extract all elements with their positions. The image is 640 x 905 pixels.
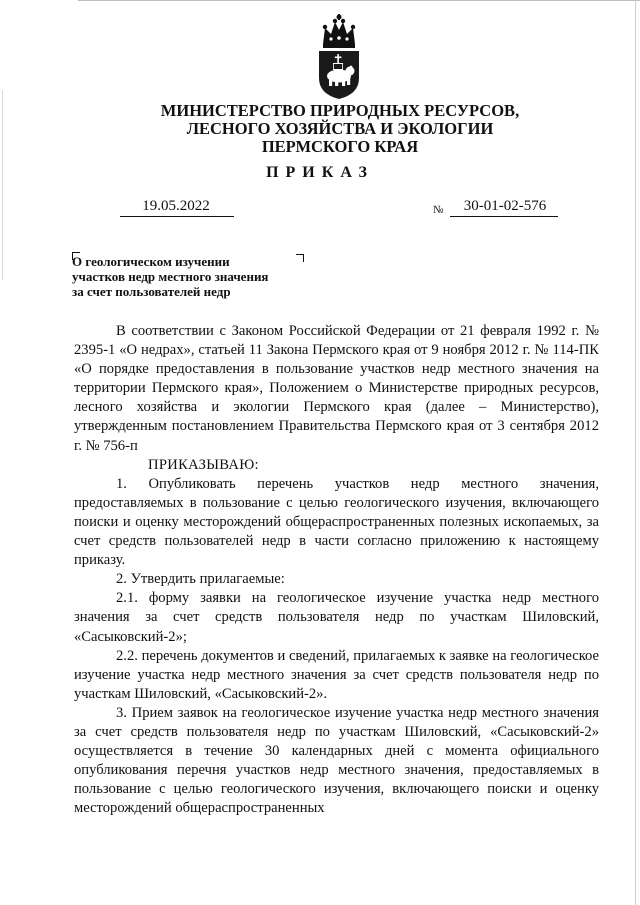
document-type-title: ПРИКАЗ — [266, 164, 374, 181]
preamble-paragraph: В соответствии с Законом Российской Федерации от 21 февраля 1992 г. № 2395-1 «О недрах», статьей 11 Закона Пермского края от 9 ноября 2012 г. № 114-ПК «О порядке предоставления в пользование участков недр местного значения на территории Пермского края», Положением о Министерстве природных ресурсов, лесного хозяйства и экологии Пермского края (далее – Министерство), утвержденным постановлением Правительства Пермского края от 3 сентября 2012 г. № 756-п — [74, 323, 599, 454]
number-sign: № — [433, 204, 444, 216]
order-subject — [72, 254, 322, 299]
coat-of-arms-emblem — [313, 14, 365, 100]
scan-edge-right — [635, 0, 636, 905]
date-underline — [120, 216, 234, 217]
clause-2-1: 2.1. форму заявки на геологическое изучение участка недр местного значения за счет средств пользователя недр по участкам Шиловский, «Сасыковский-2»; — [74, 590, 599, 645]
clause-3: 3. Прием заявок на геологическое изучение участка недр местного значения за счет средств пользователя недр по участкам Шиловский, «Сасыковский-2» осуществляется в течение 30 календарных дней с момента официального опубликования перечня участков недр местного значения, предоставляемых в пользование с целью геологического изучения, включающего поиски и оценку месторождений общераспространенных — [74, 704, 599, 817]
clause-2-2: 2.2. перечень документов и сведений, прилагаемых к заявке на геологическое изучение участка недр местного значения за счет средств пользователя недр по участкам Шиловский, «Сасыковский-2». — [74, 647, 599, 702]
subject-line: О геологическом изучении — [72, 254, 230, 269]
scan-edge-top — [78, 0, 640, 1]
clause-2: 2. Утвердить прилагаемые: — [116, 571, 285, 588]
clause-1: 1. Опубликовать перечень участков недр местного значения, предоставляемых в пользование с целью геологического изучения, включающего поиски и оценку месторождений общераспространенных полезных ископаемых, за счет средств пользователей недр в части согласно приложению к настоящему приказу. — [74, 475, 599, 569]
ministry-name — [110, 102, 570, 156]
ministry-line: ЛЕСНОГО ХОЗЯЙСТВА И ЭКОЛОГИИ — [186, 119, 494, 138]
scan-edge-left — [2, 90, 3, 280]
order-number: 30-01-02-576 — [463, 198, 547, 214]
ministry-line: МИНИСТЕРСТВО ПРИРОДНЫХ РЕСУРСОВ, — [160, 101, 520, 120]
subject-line: участков недр местного значения — [72, 269, 269, 284]
ministry-line: ПЕРМСКОГО КРАЯ — [261, 137, 419, 156]
subject-bracket-left — [72, 252, 80, 253]
subject-line: за счет пользователей недр — [72, 284, 231, 299]
order-body — [74, 322, 599, 818]
number-underline — [450, 216, 558, 217]
order-directive: ПРИКАЗЫВАЮ: — [148, 456, 259, 473]
order-date: 19.05.2022 — [142, 198, 210, 214]
